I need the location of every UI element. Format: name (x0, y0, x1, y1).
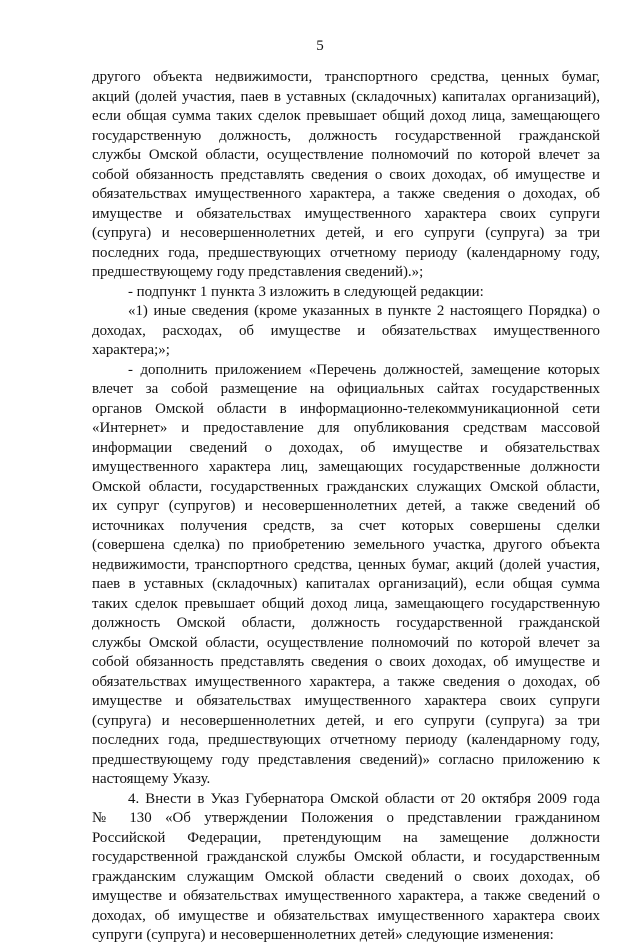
text-line: «1) иные сведения (кроме указанных в пункте 2 настоящего Порядка) о (128, 303, 600, 319)
text-line: службы Омской области, осуществление полномочий по которой влечет за (92, 634, 600, 651)
paragraph (92, 302, 600, 361)
text-line: Российской Федерации, претендующим на замещение должности (92, 829, 600, 846)
text-line: паев в уставных (складочных) капиталах организаций), если общая сумма (92, 576, 600, 592)
text-line: обязательствах имущественного характера, а также сведения о доходах, об (92, 186, 600, 202)
text-line: последних года, предшествующих отчетному периоду (календарному году, (92, 732, 600, 748)
text-line: (супруга) и несовершеннолетних детей, и его супруги (супруга) за три (92, 225, 600, 241)
paragraph (92, 283, 600, 303)
paragraph (92, 361, 600, 790)
text-line: 4. Внести в Указ Губернатора Омской области от 20 октября 2009 года (128, 790, 600, 807)
text-line: - дополнить приложением «Перечень должностей, замещение которых (128, 361, 600, 378)
text-line: доходах, расходах, об имуществе и обязательствах имущественного (92, 322, 600, 339)
text-line: Омской области, государственных гражданских служащих Омской области, (92, 478, 600, 495)
text-line: другого объекта недвижимости, транспортного средства, ценных бумаг, (92, 69, 600, 85)
text-line: последних года, предшествующих отчетному периоду (календарному году, (92, 244, 600, 261)
text-line: предшествующему году представления сведений).»; (92, 264, 424, 280)
text-line: имуществе и обязательствах имущественного характера своих супруги (92, 205, 600, 222)
page-number: 5 (316, 38, 324, 54)
text-line: недвижимости, транспортного средства, ценных бумаг, акций (долей участия, (92, 556, 600, 573)
text-line: источниках получения средств, за счет которых совершены сделки (92, 517, 600, 534)
text-line: (совершена сделка) по приобретению земельного участка, другого объекта (92, 537, 600, 553)
text-line: собой обязанность представлять сведения о своих доходах, об имуществе и (92, 166, 600, 183)
text-line: характера;»; (92, 342, 170, 358)
text-line: предшествующему году представления сведений)» согласно приложению к (92, 751, 600, 768)
text-line: органов Омской области в информационно-телекоммуникационной сети (92, 400, 600, 417)
text-line: должность Омской области, должность государственной гражданской (92, 615, 600, 631)
text-line: супруги (супруга) и несовершеннолетних детей» следующие изменения: (92, 927, 554, 943)
text-line: информации сведений о доходах, об имуществе и обязательствах (92, 439, 600, 456)
text-line: гражданским служащим Омской области сведений о своих доходах, об (92, 868, 600, 885)
text-line: доходах, об имуществе и обязательствах имущественного характера своих (92, 907, 600, 924)
text-line: таких сделок превышает общий доход лица, замещающего государственную (92, 595, 600, 612)
text-line: обязательствах имущественного характера, а также сведения о доходах, об (92, 673, 600, 690)
paragraph (92, 790, 600, 946)
text-line: имущественного характера лиц, замещающих государственные должности (92, 459, 600, 475)
text-line: службы Омской области, осуществление полномочий по которой влечет за (92, 147, 600, 163)
text-line: № 130 «Об утверждении Положения о представлении гражданином (92, 810, 600, 826)
text-line: (супруга) и несовершеннолетних детей, и его супруги (супруга) за три (92, 712, 600, 729)
text-line: акций (долей участия, паев в уставных (складочных) капиталах организаций), (92, 88, 600, 105)
text-line: их супруг (супругов) и несовершеннолетних детей, а также сведений об (92, 498, 600, 514)
text-line: настоящему Указу. (92, 771, 211, 787)
text-line: «Интернет» и предоставление для опубликования средствам массовой (92, 420, 600, 436)
text-line: имуществе и обязательствах имущественного характера, а также сведений о (92, 888, 600, 904)
text-line: - подпункт 1 пункта 3 изложить в следующей редакции: (128, 283, 484, 300)
body-text (92, 68, 600, 946)
text-line: имуществе и обязательствах имущественного характера своих супруги (92, 693, 600, 709)
text-line: если общая сумма таких сделок превышает общий доход лица, замещающего (92, 108, 600, 124)
text-line: государственную должность, должность государственной гражданской (92, 127, 600, 144)
paragraph (92, 68, 600, 283)
text-line: собой обязанность представлять сведения о своих доходах, об имуществе и (92, 654, 600, 670)
text-line: влечет за собой размещение на официальных сайтах государственных (92, 381, 600, 397)
text-line: государственной гражданской службы Омской области, и государственным (92, 849, 600, 865)
